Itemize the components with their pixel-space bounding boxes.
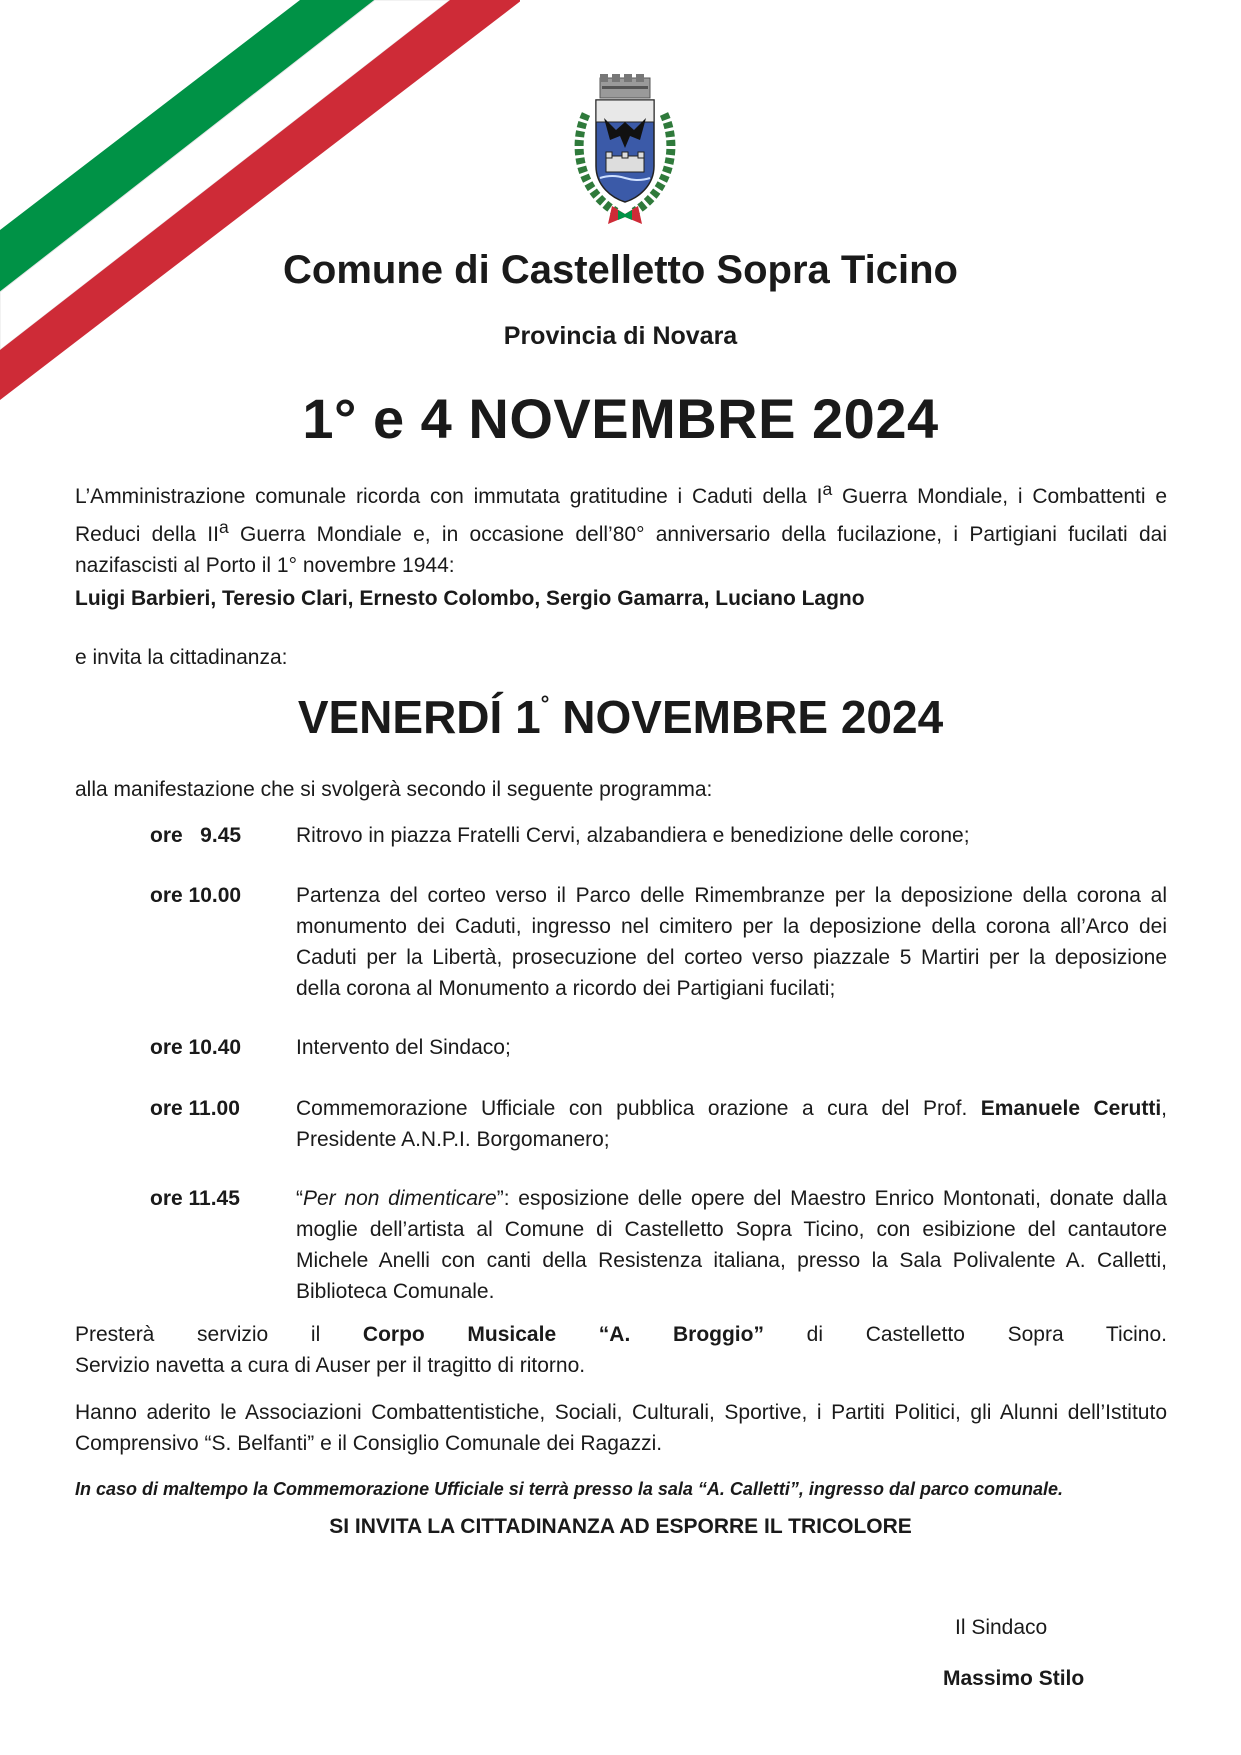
band-paragraph: Presterà servizio il Corpo Musicale “A. Broggio” di Castelletto Sopra Ticino. Servizio navetta a cura di Auser per il tragitto di ritorno. bbox=[75, 1319, 1167, 1381]
program-description: “Per non dimenticare”: esposizione delle opere del Maestro Enrico Montonati, donate dalla moglie dell’artista al Comune di Castelletto Sopra Ticino, con esibizione del cantautore Michele Anelli con canti della Resistenza italiana, presso la Sala Polivalente A. Calletti, Biblioteca Comunale. bbox=[296, 1187, 1168, 1303]
provincia-subtitle: Provincia di Novara bbox=[503, 322, 738, 350]
program-time: ore 11.45 bbox=[150, 1187, 240, 1210]
program-intro: alla manifestazione che si svolgerà secondo il seguente programma: bbox=[75, 778, 713, 801]
signature-name: Massimo Stilo bbox=[943, 1667, 1085, 1690]
bad-weather-note: In caso di maltempo la Commemorazione Ufficiale si terrà presso la sala “A. Calletti”, ingresso dal parco comunale. bbox=[75, 1479, 1063, 1499]
program-description: Partenza del corteo verso il Parco delle Rimembranze per la deposizione della corona al monumento dei Caduti, ingresso nel cimitero per la deposizione della corona all’Arco dei Caduti per la Libertà, prosecuzione del corteo verso piazzale 5 Martiri per la deposizione della corona al Monumento a ricordo dei Partigiani fucilati; bbox=[296, 884, 1167, 1000]
program-time: ore 10.40 bbox=[150, 1036, 242, 1059]
comune-title: Comune di Castelletto Sopra Ticino bbox=[283, 248, 958, 292]
program-time: ore 9.45 bbox=[150, 824, 242, 847]
program-description: Commemorazione Ufficiale con pubblica orazione a cura del Prof. Emanuele Cerutti, Presidente A.N.P.I. Borgomanero; bbox=[296, 1097, 1167, 1151]
intro-paragraph: L’Amministrazione comunale ricorda con immutata gratitudine i Caduti della $I^a$ Guerra Mondiale, i Combattenti e Reduci della $II^a$ Guerra Mondiale e, in occasione dell’80° anniversario della fucilazione, i Partigiani fucilati dai nazifascisti al Porto il 1° novembre 1944: bbox=[75, 479, 1168, 577]
program-time: ore 10.00 bbox=[150, 884, 242, 907]
municipal-crest-icon bbox=[572, 74, 677, 226]
event-date-title: 1° e 4 NOVEMBRE 2024 bbox=[302, 387, 939, 450]
invite-line: e invita la cittadinanza: bbox=[75, 646, 288, 669]
friday-date-heading: VENERDÍ 1° NOVEMBRE 2024 bbox=[297, 691, 944, 743]
exhibition-title: Per non dimenticare bbox=[303, 1187, 497, 1210]
signature-title: Il Sindaco bbox=[955, 1616, 1048, 1639]
band-name: Corpo Musicale “A. Broggio” bbox=[362, 1323, 764, 1346]
shuttle-line: Servizio navetta a cura di Auser per il tragitto di ritorno. bbox=[75, 1354, 586, 1377]
program-time: ore 11.00 bbox=[150, 1097, 240, 1120]
fallen-partisans-names: Luigi Barbieri, Teresio Clari, Ernesto Colombo, Sergio Gamarra, Luciano Lagno bbox=[75, 587, 865, 610]
program-description: Intervento del Sindaco; bbox=[296, 1036, 511, 1059]
adherents-paragraph: Hanno aderito le Associazioni Combattentistiche, Sociali, Culturali, Sportive, i Partiti Politici, gli Alunni dell’Istituto Comprensivo “S. Belfanti” e il Consiglio Comunale dei Ragazzi. bbox=[75, 1401, 1167, 1455]
tricolore-invitation: SI INVITA LA CITTADINANZA AD ESPORRE IL TRICOLORE bbox=[329, 1515, 912, 1538]
speaker-name: Emanuele Cerutti bbox=[980, 1097, 1162, 1120]
program-description: Ritrovo in piazza Fratelli Cervi, alzabandiera e benedizione delle corone; bbox=[296, 824, 970, 847]
